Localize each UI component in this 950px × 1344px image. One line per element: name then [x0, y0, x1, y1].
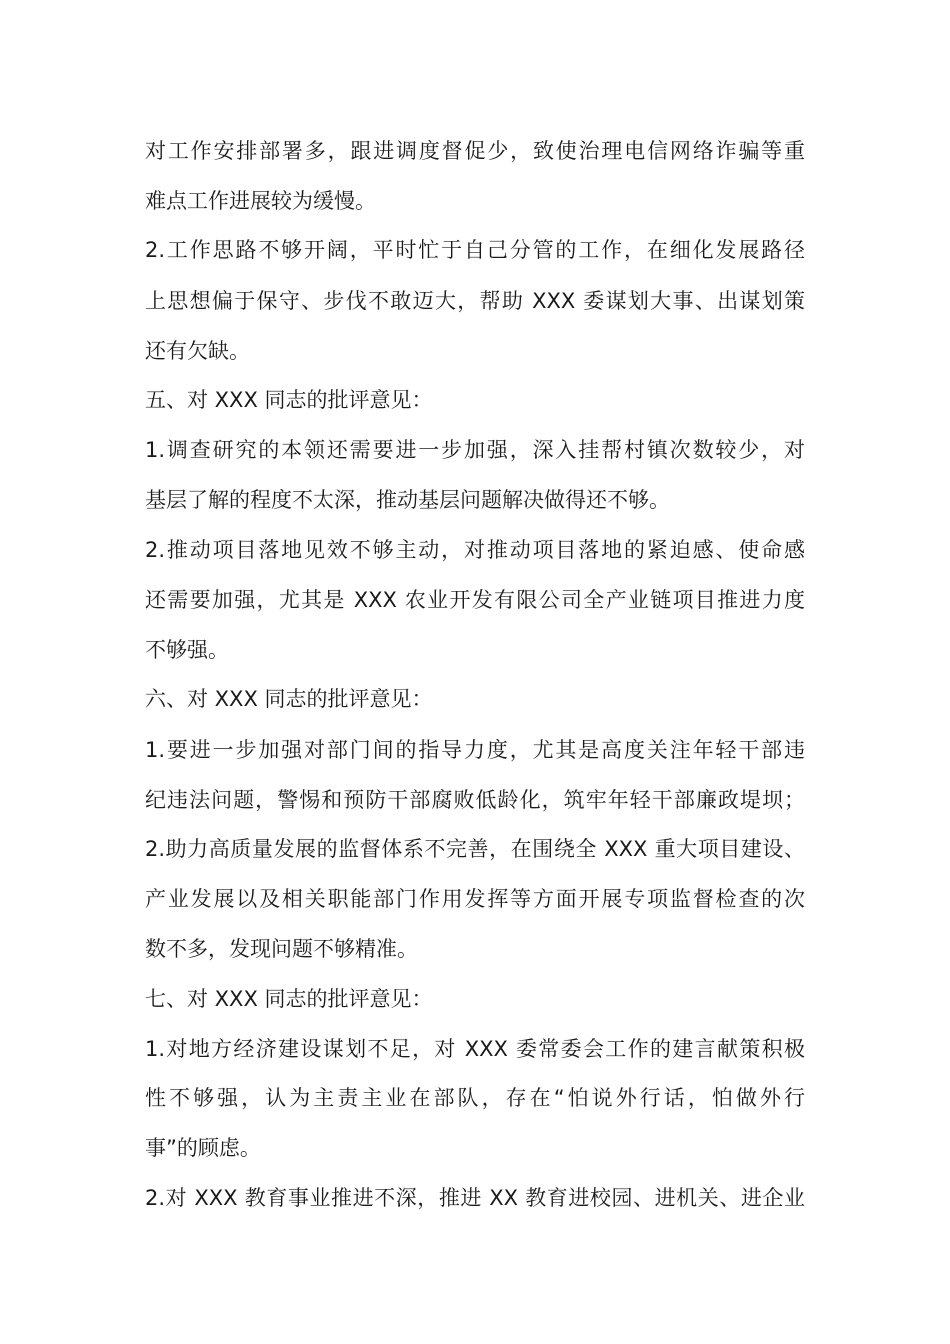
text-line: 上思想偏于保守、步伐不敢迈大，帮助 XXX 委谋划大事、出谋划策: [145, 289, 805, 313]
text-line: 1.对地方经济建设谋划不足，对 XXX 委常委会工作的建言献策积极: [145, 1037, 805, 1061]
text-line: 不够强。: [145, 638, 229, 662]
section-heading: 六、对 XXX 同志的批评意见：: [145, 687, 433, 711]
text-line: 2.推动项目落地见效不够主动，对推动项目落地的紧迫感、使命感: [145, 538, 805, 562]
text-line: 对工作安排部署多，跟进调度督促少，致使治理电信网络诈骗等重: [145, 139, 805, 163]
text-line: 2.工作思路不够开阔，平时忙于自己分管的工作，在细化发展路径: [145, 238, 805, 262]
text-line: 纪违法问题，警惕和预防干部腐败低龄化，筑牢年轻干部廉政堤坝；: [145, 788, 805, 812]
text-line: 性不够强，认为主责主业在部队，存在“怕说外行话，怕做外行: [145, 1086, 805, 1110]
text-line: 1.要进一步加强对部门间的指导力度，尤其是高度关注年轻干部违: [145, 738, 805, 762]
section-heading: 五、对 XXX 同志的批评意见：: [145, 388, 433, 412]
text-line: 2.助力高质量发展的监督体系不完善，在围绕全 XXX 重大项目建设、: [145, 837, 805, 861]
text-line: 产业发展以及相关职能部门作用发挥等方面开展专项监督检查的次: [145, 887, 805, 911]
text-line: 基层了解的程度不太深，推动基层问题解决做得还不够。: [145, 488, 670, 512]
section-heading: 七、对 XXX 同志的批评意见：: [145, 987, 433, 1011]
text-line: 2.对 XXX 教育事业推进不深，推进 XX 教育进校园、进机关、进企业: [145, 1186, 805, 1210]
text-line: 1.调查研究的本领还需要进一步加强，深入挂帮村镇次数较少，对: [145, 438, 805, 462]
text-line: 事”的顾虑。: [145, 1136, 261, 1160]
text-line: 数不多，发现问题不够精准。: [145, 937, 418, 961]
text-line: 难点工作进展较为缓慢。: [145, 189, 376, 213]
text-line: 还有欠缺。: [145, 339, 250, 363]
text-line: 还需要加强，尤其是 XXX 农业开发有限公司全产业链项目推进力度: [145, 588, 805, 612]
